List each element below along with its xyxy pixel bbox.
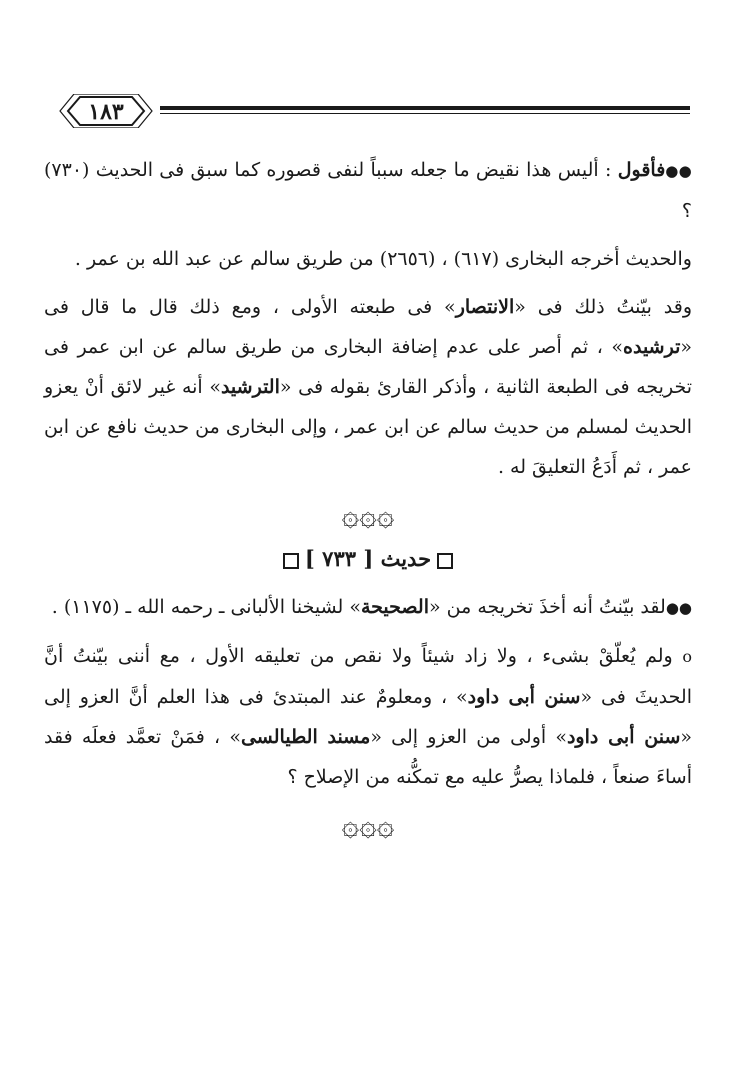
- paragraph-text: والحديث أخرجه البخارى (٦١٧) ، (٢٦٥٦) من طريق سالم عن عبد الله بن عمر .: [74, 248, 692, 270]
- paragraph-critique: [44, 636, 692, 797]
- bullet-icon: ●●: [665, 162, 692, 180]
- heading-number: [ ٧٣٣ ]: [304, 546, 374, 571]
- ornament-divider-icon: ۞۞۞: [341, 498, 395, 533]
- square-bullet-icon: [283, 553, 299, 569]
- paragraph-response: [44, 150, 692, 231]
- paragraph-discussion: [44, 287, 692, 487]
- text-run: » ، ومعلومٌ عند المبتدئ فى هذا العلم أنَّ العزو إلى «: [44, 686, 692, 748]
- book-title: ترشيده: [623, 336, 681, 358]
- text-run: » ، ثم أصر على عدم إضافة البخارى من طريق سالم عن ابن عمر فى تخريجه فى الطبعة الثانية ، وأذكر القارئ بقوله فى «: [44, 336, 693, 398]
- text-run: » أولى من العزو إلى «: [370, 726, 567, 748]
- header-rule: [160, 106, 690, 110]
- text-run: » أنه غير لائق أنْ يعزو الحديث لمسلم من حديث سالم عن ابن عمر ، وإلى البخارى من حديث نافع عن ابن عمر ، ثم أَدَعُ التعليقَ له .: [44, 376, 692, 478]
- text-run: » ، فمَنْ تعمَّد فعلَه فقد أساءَ صنعاً ، فلماذا يصرُّ عليه مع تمكُّنه من الإصلاح ؟: [44, 726, 692, 788]
- lead-word: فأقول: [617, 159, 666, 181]
- page-body: [44, 150, 692, 851]
- square-bullet-icon: [437, 553, 453, 569]
- book-title: الانتصار: [455, 296, 515, 318]
- book-title: الصحيحة: [360, 596, 429, 618]
- ornament-divider-icon: ۞۞۞: [341, 808, 395, 843]
- paragraph-text: : أليس هذا نقيض ما جعله سبباً لنفى قصوره كما سبق فى الحديث (٧٣٠) ؟: [44, 159, 692, 222]
- text-run: » لشيخنا الألبانى ـ رحمه الله ـ (١١٧٥) .: [51, 596, 361, 618]
- book-title: سنن أبى داود: [467, 686, 581, 708]
- paragraph-citation: [44, 239, 692, 279]
- page-number-badge: [58, 94, 154, 128]
- text-run: لقد بيّنتُ أنه أخذَ تخريجه من «: [428, 596, 666, 618]
- text-run: ولم يُعلّقْ بشىء ، ولا زاد شيئاً ولا نقص من تعليقه الأول ، مع أننى بيّنتُ أنَّ الحديثَ فى «: [44, 645, 692, 708]
- hadith-heading: [44, 541, 692, 577]
- text-run: وقد بيّنتُ ذلك فى «: [514, 296, 692, 318]
- book-title: سنن أبى داود: [566, 726, 681, 748]
- book-title: الترشيد: [220, 376, 280, 398]
- page-header: [58, 92, 690, 132]
- book-title: مسند الطيالسى: [240, 726, 371, 748]
- bullet-icon: ●●: [665, 599, 692, 617]
- circle-bullet-icon: o: [682, 647, 692, 666]
- paragraph-source: [44, 587, 692, 628]
- heading-label: حديث: [380, 546, 432, 571]
- text-run: » فى طبعته الأولى ، ومع ذلك قال ما قال فى «: [44, 296, 692, 358]
- page-number: ١٨٣: [88, 99, 124, 125]
- header-rule-thin: [160, 113, 690, 114]
